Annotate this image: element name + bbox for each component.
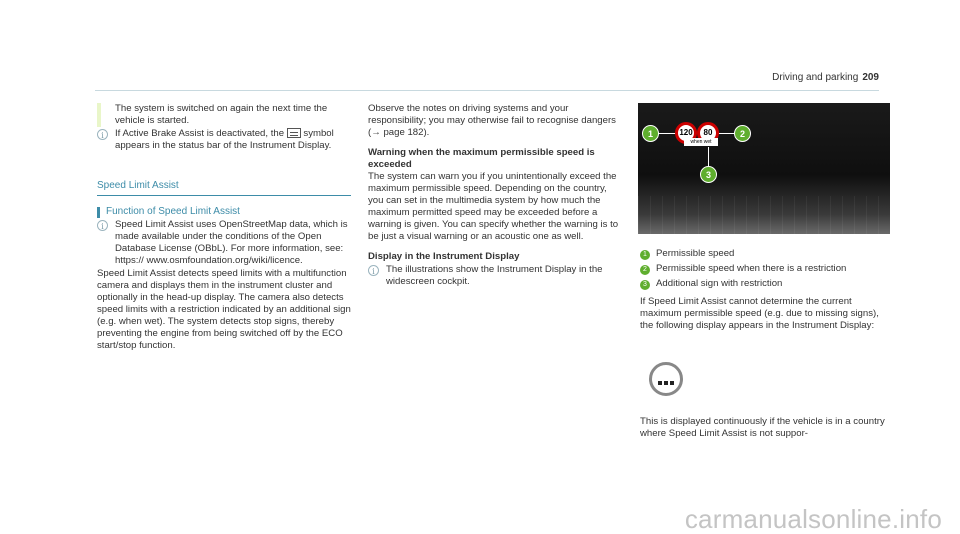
speed-sign-80: 80	[697, 122, 719, 144]
legend-text: Permissible speed when there is a restriction	[656, 263, 847, 274]
subsection-title: Function of Speed Limit Assist	[97, 206, 352, 218]
note-abs-text-b: symbol appears in the status bar of the Instrument Display.	[115, 128, 334, 151]
legend-item	[640, 248, 898, 260]
watermark: carmanualsonline.info	[684, 504, 942, 534]
intro-text: The system is switched on again the next time the vehicle is started.	[115, 103, 328, 126]
callout-1: 1	[642, 125, 659, 142]
note-illustration	[368, 264, 623, 288]
legend-badge: 1	[640, 250, 650, 260]
road-grid	[638, 196, 890, 234]
body-warning: The system can warn you if you unintentionally exceed the maximum permissible speed. Depending on the country, you can set in the multimedia system by how much the maximum permitted speed may be exceeded before a warning is given. You can specify whether the warning is to be just a visual warning or an acoustic one as well.	[368, 171, 619, 242]
section-rule	[97, 195, 351, 196]
section-title: Speed Limit Assist	[97, 180, 179, 191]
intro-block	[97, 103, 352, 127]
body-text: If Speed Limit Assist cannot determine the current maximum permissible speed (e.g. due to missing signs), the following display appears in the Instrument Display:	[640, 296, 879, 331]
body-text-2: This is displayed continuously if the vehicle is in a country where Speed Limit Assist is not suppor-	[640, 416, 885, 439]
info-icon: i	[368, 265, 379, 276]
legend-badge: 2	[640, 265, 650, 275]
callout-2: 2	[734, 125, 751, 142]
legend-text: Additional sign with restriction	[656, 278, 783, 289]
note-illustration-text: The illustrations show the Instrument Display in the widescreen cockpit.	[386, 264, 603, 287]
page-number: 209	[862, 72, 879, 83]
note-abs-text	[115, 128, 352, 152]
info-icon: i	[97, 129, 108, 140]
legend-text: Permissible speed	[656, 248, 735, 259]
speed-sign-120: 120	[675, 122, 697, 144]
note-osm	[97, 219, 352, 267]
no-speed-limit-icon	[649, 362, 683, 396]
legend-item	[640, 278, 898, 290]
header-rule	[95, 90, 879, 91]
legend-item	[640, 263, 898, 275]
highlight-bar	[97, 103, 101, 127]
brake-assist-off-icon	[287, 128, 301, 138]
note-abs-symbol	[97, 128, 352, 152]
column-middle	[368, 103, 623, 288]
heading-warning: Warning when the maximum permissible speed is exceeded	[368, 147, 595, 170]
intro-text: Observe the notes on driving systems and your responsibility; you may otherwise fail to recognise dangers (→ page 182).	[368, 103, 616, 138]
info-icon: i	[97, 220, 108, 231]
note-abs-text-a: If Active Brake Assist is deactivated, the	[115, 128, 285, 139]
figure-legend	[640, 248, 898, 332]
note-osm-text: Speed Limit Assist uses OpenStreetMap data, which is made available under the conditions of the Open Database License (OBbL). For more information, see: https:// www.osmfoundation.org/wiki/licence.	[115, 219, 348, 266]
additional-sign: when wet	[684, 138, 718, 146]
heading-display: Display in the Instrument Display	[368, 251, 520, 262]
instrument-display-illustration	[638, 103, 890, 234]
body-text: Speed Limit Assist detects speed limits with a multifunction camera and displays them in the instrument cluster and optionally in the head-up display. The camera also detects speed limits with a restriction indicated by an additional sign (e.g. when wet). The system detects stop signs, thereby preventing the engine from being switched off by the ECO start/stop function.	[97, 268, 351, 351]
legend-badge: 3	[640, 280, 650, 290]
column-left	[97, 103, 352, 352]
header-section: Driving and parking	[772, 72, 859, 83]
callout-3: 3	[700, 166, 717, 183]
page-header	[772, 72, 879, 84]
callout-line-3	[708, 147, 709, 167]
dashes-icon	[658, 377, 676, 381]
